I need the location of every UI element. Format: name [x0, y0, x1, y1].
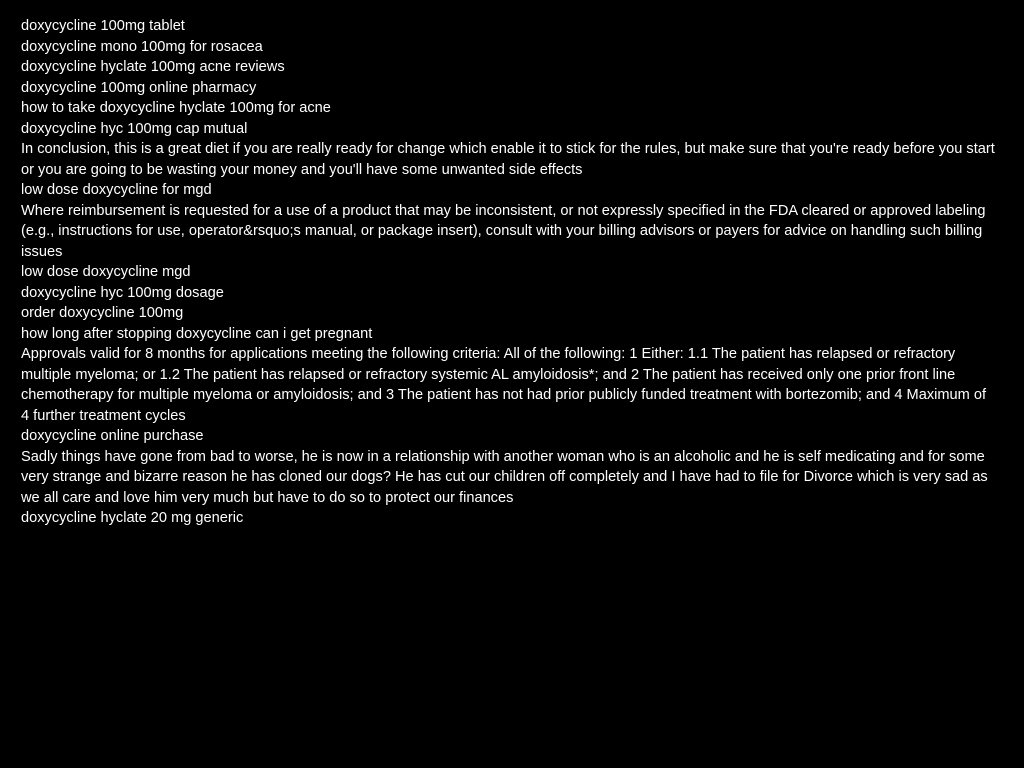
text-line: doxycycline 100mg online pharmacy — [21, 79, 257, 96]
text-line: order doxycycline 100mg — [21, 305, 184, 321]
text-line: doxycycline hyc 100mg dosage — [21, 284, 224, 301]
text-line: doxycycline online purchase — [21, 428, 204, 444]
text-line: how long after stopping doxycycline can i get pregnant — [21, 325, 373, 342]
text-line: low dose doxycycline mgd — [21, 264, 191, 280]
text-paragraph: Where reimbursement is requested for a use of a product that may be inconsistent, or not expressly specified in the FDA cleared or approved labeling (e.g., instructions for use, operator&rsquo;s manual, or package insert), consult with your billing advisors or payers for advice on handling such billing issues — [21, 202, 986, 260]
text-block — [21, 16, 996, 529]
text-line: doxycycline hyclate 100mg acne reviews — [21, 59, 285, 75]
text-line: low dose doxycycline for mgd — [21, 182, 212, 198]
text-paragraph: Approvals valid for 8 months for applications meeting the following criteria: All of the following: 1 Either: 1.1 The patient has relapsed or refractory multiple myeloma; or 1.2 The patient has relapsed or refractory systemic AL amyloidosis*; and 2 The patient has received only one prior front line chemotherapy for multiple myeloma or amyloidosis; and 3 The patient has not had prior publicly funded treatment with bortezomib; and 4 Maximum of 4 further treatment cycles — [21, 346, 987, 424]
text-line: doxycycline hyclate 20 mg generic — [21, 510, 244, 526]
text-paragraph: Sadly things have gone from bad to worse, he is now in a relationship with another woman who is an alcoholic and he is self medicating and for some very strange and bizarre reason he has cloned our dogs? He has cut our children off completely and I have had to file for Divorce which is very sad as we all care and love him very much but have to do so to protect our finances — [21, 448, 988, 506]
text-line: how to take doxycycline hyclate 100mg for acne — [21, 100, 331, 116]
text-line: doxycycline 100mg tablet — [21, 18, 185, 34]
text-paragraph: In conclusion, this is a great diet if you are really ready for change which enable it to stick for the rules, but make sure that you're ready before you start or you are going to be wasting your money and you'll have some unwanted side effects — [21, 141, 995, 178]
text-line: doxycycline mono 100mg for rosacea — [21, 38, 263, 55]
text-line: doxycycline hyc 100mg cap mutual — [21, 120, 248, 137]
